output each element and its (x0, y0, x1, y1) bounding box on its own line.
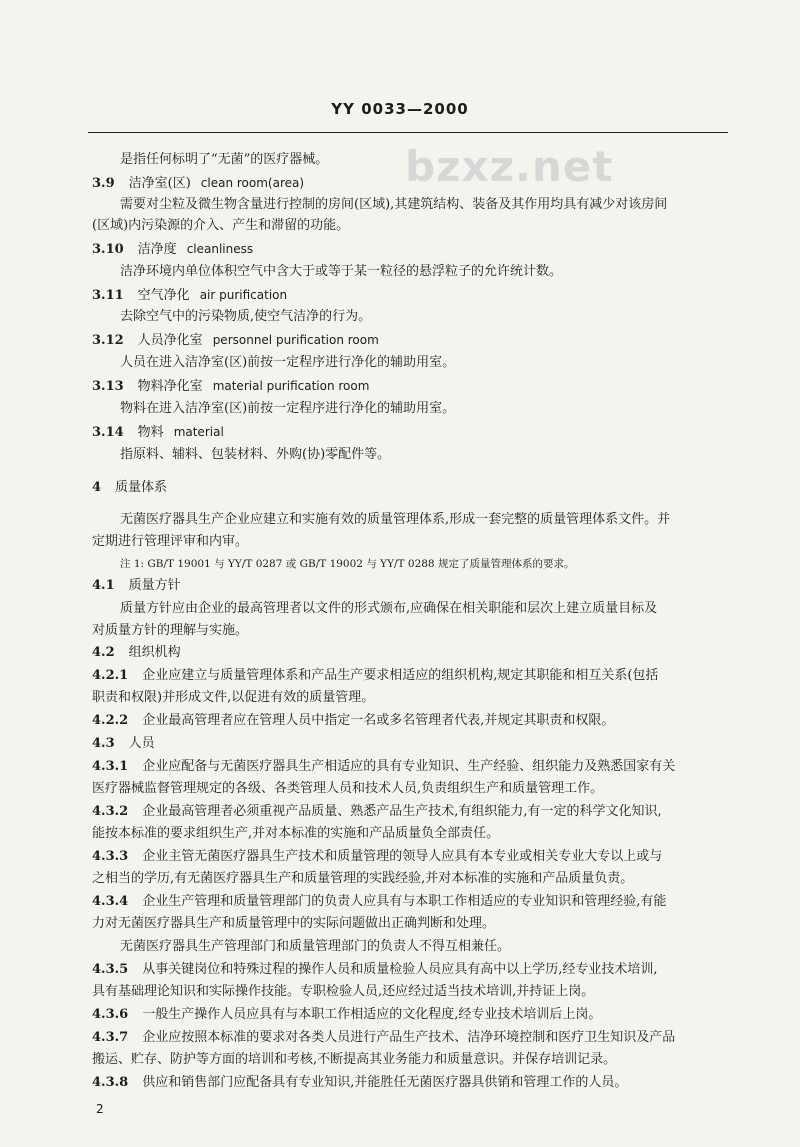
body-text: 从事关键岗位和特殊过程的操作人员和质量检验人员应具有高中以上学历,经专业技术培训, (142, 962, 658, 977)
text-line-l33 (92, 894, 666, 910)
text-line-l38 (92, 1007, 601, 1023)
body-text: 搬运、贮存、防护等方面的培训和考核,不断提高其业务能力和质量意识。并保存培训记录。 (92, 1052, 617, 1067)
text-line-l26 (92, 736, 155, 752)
text-line-l11 (92, 378, 369, 395)
text-line-l35 (120, 939, 510, 955)
english-term: air purification (199, 288, 288, 302)
section-number: 4.2 (92, 645, 115, 660)
text-line-l25 (92, 713, 614, 729)
text-line-l09 (92, 332, 379, 349)
section-number: 3.10 (92, 242, 124, 257)
section-title: 质量方针 (128, 578, 181, 593)
body-text: 企业主管无菌医疗器具生产技术和质量管理的领导人应具有本专业或相关专业大专以上或与 (142, 849, 663, 864)
section-number: 3.9 (92, 176, 115, 191)
text-line-l04 (92, 218, 349, 234)
section-title: 物料 (137, 425, 164, 440)
text-line-l28 (92, 781, 603, 797)
section-number: 4.3.3 (92, 849, 129, 864)
text-line-l15 (92, 480, 167, 496)
body-text: (区域)内污染源的介入、产生和滞留的功能。 (92, 218, 350, 233)
text-line-l01 (120, 152, 328, 168)
body-text: 企业应配备与无菌医疗器具生产相适应的具有专业知识、生产经验、组织能力及熟悉国家有关 (142, 759, 676, 774)
section-number: 4.3 (92, 736, 115, 751)
text-line-l12 (120, 401, 455, 417)
body-text: 去除空气中的污染物质,使空气洁净的行为。 (120, 309, 372, 324)
section-number: 3.11 (92, 288, 124, 303)
body-text: 对质量方针的理解与实施。 (92, 623, 249, 638)
text-line-l23 (92, 668, 658, 684)
body-text: 能按本标准的要求组织生产,并对本标准的实施和产品质量负全部责任。 (92, 826, 500, 841)
text-line-l08 (120, 309, 371, 325)
body-text: 物料在进入洁净室(区)前按一定程序进行净化的辅助用室。 (120, 401, 456, 416)
text-line-l37 (92, 984, 594, 1000)
section-number: 4.3.5 (92, 962, 129, 977)
body-text: 企业最高管理者应在管理人员中指定一名或多名管理者代表,并规定其职责和权限。 (142, 713, 615, 728)
body-text: 供应和销售部门应配备具有专业知识,并能胜任无菌医疗器具供销和管理工作的人员。 (142, 1075, 628, 1090)
body-text: 需要对尘粒及微生物含量进行控制的房间(区域),其建筑结构、装备及其作用均具有减少对该房间 (120, 197, 668, 212)
text-line-l32 (92, 871, 633, 887)
text-line-l13 (92, 424, 224, 441)
text-line-l30 (92, 826, 499, 842)
english-term: material purification room (212, 379, 370, 393)
text-line-l29 (92, 804, 662, 820)
body-text: 指原料、辅料、包装材料、外购(协)零配件等。 (120, 447, 391, 462)
section-number: 4.3.7 (92, 1030, 129, 1045)
text-line-l41 (92, 1075, 627, 1091)
section-title: 人员净化室 (137, 333, 203, 348)
section-number: 4.3.8 (92, 1075, 129, 1090)
text-line-l20 (120, 601, 657, 617)
text-line-l06 (120, 264, 562, 280)
body-text: 职责和权限)并形成文件,以促进有效的质量管理。 (92, 690, 375, 705)
text-line-l36 (92, 962, 657, 978)
section-number: 4.3.4 (92, 894, 129, 909)
section-number: 4.2.1 (92, 668, 129, 683)
watermark: bzxz.net (405, 142, 614, 191)
section-number: 4.2.2 (92, 713, 129, 728)
body-text: 无菌医疗器具生产管理部门和质量管理部门的负责人不得互相兼任。 (120, 939, 511, 954)
section-title: 质量体系 (115, 480, 168, 495)
text-line-l19 (92, 578, 181, 594)
text-line-l05 (92, 241, 253, 258)
section-title: 空气净化 (137, 288, 190, 303)
body-text: 企业应按照本标准的要求对各类人员进行产品生产技术、洁净环境控制和医疗卫生知识及产品 (142, 1030, 676, 1045)
text-line-l18 (120, 556, 574, 572)
section-number: 4.1 (92, 578, 115, 593)
text-line-l34 (92, 916, 495, 932)
text-line-l40 (92, 1052, 616, 1068)
section-number: 4.3.2 (92, 804, 129, 819)
body-text: 具有基础理论知识和实际操作技能。专职检验人员,还应经过适当技术培训,并持证上岗。 (92, 984, 595, 999)
text-line-l39 (92, 1030, 675, 1046)
text-line-l07 (92, 287, 287, 304)
section-number: 4.3.6 (92, 1007, 129, 1022)
text-line-l03 (120, 197, 667, 213)
body-text: 无菌医疗器具生产企业应建立和实施有效的质量管理体系,形成一套完整的质量管理体系文件。并 (120, 512, 671, 527)
body-text: 一般生产操作人员应具有与本职工作相适应的文化程度,经专业技术培训后上岗。 (142, 1007, 602, 1022)
english-term: clean room(area) (200, 176, 305, 190)
text-line-l16 (120, 512, 670, 528)
section-number: 4.3.1 (92, 759, 129, 774)
text-line-l17 (92, 534, 248, 550)
section-title: 洁净度 (137, 242, 177, 257)
text-line-l14 (120, 447, 390, 463)
body-text: 企业最高管理者必须重视产品质量、熟悉产品生产技术,有组织能力,有一定的科学文化知识, (142, 804, 662, 819)
body-text: 医疗器械监督管理规定的各级、各类管理人员和技术人员,负责组织生产和质量管理工作。 (92, 781, 604, 796)
section-title: 人员 (128, 736, 155, 751)
section-number: 3.12 (92, 333, 124, 348)
section-title: 物料净化室 (137, 379, 203, 394)
body-text: 人员在进入洁净室(区)前按一定程序进行净化的辅助用室。 (120, 355, 456, 370)
section-number: 3.13 (92, 379, 124, 394)
english-term: personnel purification room (212, 333, 379, 347)
page-number: 2 (96, 1102, 104, 1116)
note-text: 注 1: GB/T 19001 与 YY/T 0287 或 GB/T 19002 与 YY/T 0288 规定了质量管理体系的要求。 (120, 558, 575, 570)
text-line-l22 (92, 645, 181, 661)
text-line-l31 (92, 849, 662, 865)
section-number: 3.14 (92, 425, 124, 440)
body-text: 企业应建立与质量管理体系和产品生产要求相适应的组织机构,规定其职能和相互关系(包括 (142, 668, 659, 683)
document-header: YY 0033—2000 (331, 100, 469, 118)
text-line-l10 (120, 355, 455, 371)
body-text: 之相当的学历,有无菌医疗器具生产和质量管理的实践经验,并对本标准的实施和产品质量负责。 (92, 871, 634, 886)
text-line-l27 (92, 759, 675, 775)
english-term: material (173, 425, 224, 439)
text-line-l02 (92, 175, 304, 192)
text-line-l21 (92, 623, 248, 639)
section-title: 洁净室(区) (128, 176, 191, 191)
section-number: 4 (92, 480, 102, 495)
body-text: 洁净环境内单位体积空气中含大于或等于某一粒径的悬浮粒子的允许统计数。 (120, 264, 563, 279)
body-text: 质量方针应由企业的最高管理者以文件的形式颁布,应确保在相关职能和层次上建立质量目标及 (120, 601, 658, 616)
body-text: 定期进行管理评审和内审。 (92, 534, 249, 549)
text-line-l24 (92, 690, 374, 706)
body-text: 力对无菌医疗器具生产和质量管理中的实际问题做出正确判断和处理。 (92, 916, 496, 931)
body-text: 是指任何标明了“无菌”的医疗器械。 (120, 152, 329, 167)
body-text: 企业生产管理和质量管理部门的负责人应具有与本职工作相适应的专业知识和管理经验,有能 (142, 894, 667, 909)
english-term: cleanliness (186, 242, 254, 256)
section-title: 组织机构 (128, 645, 181, 660)
